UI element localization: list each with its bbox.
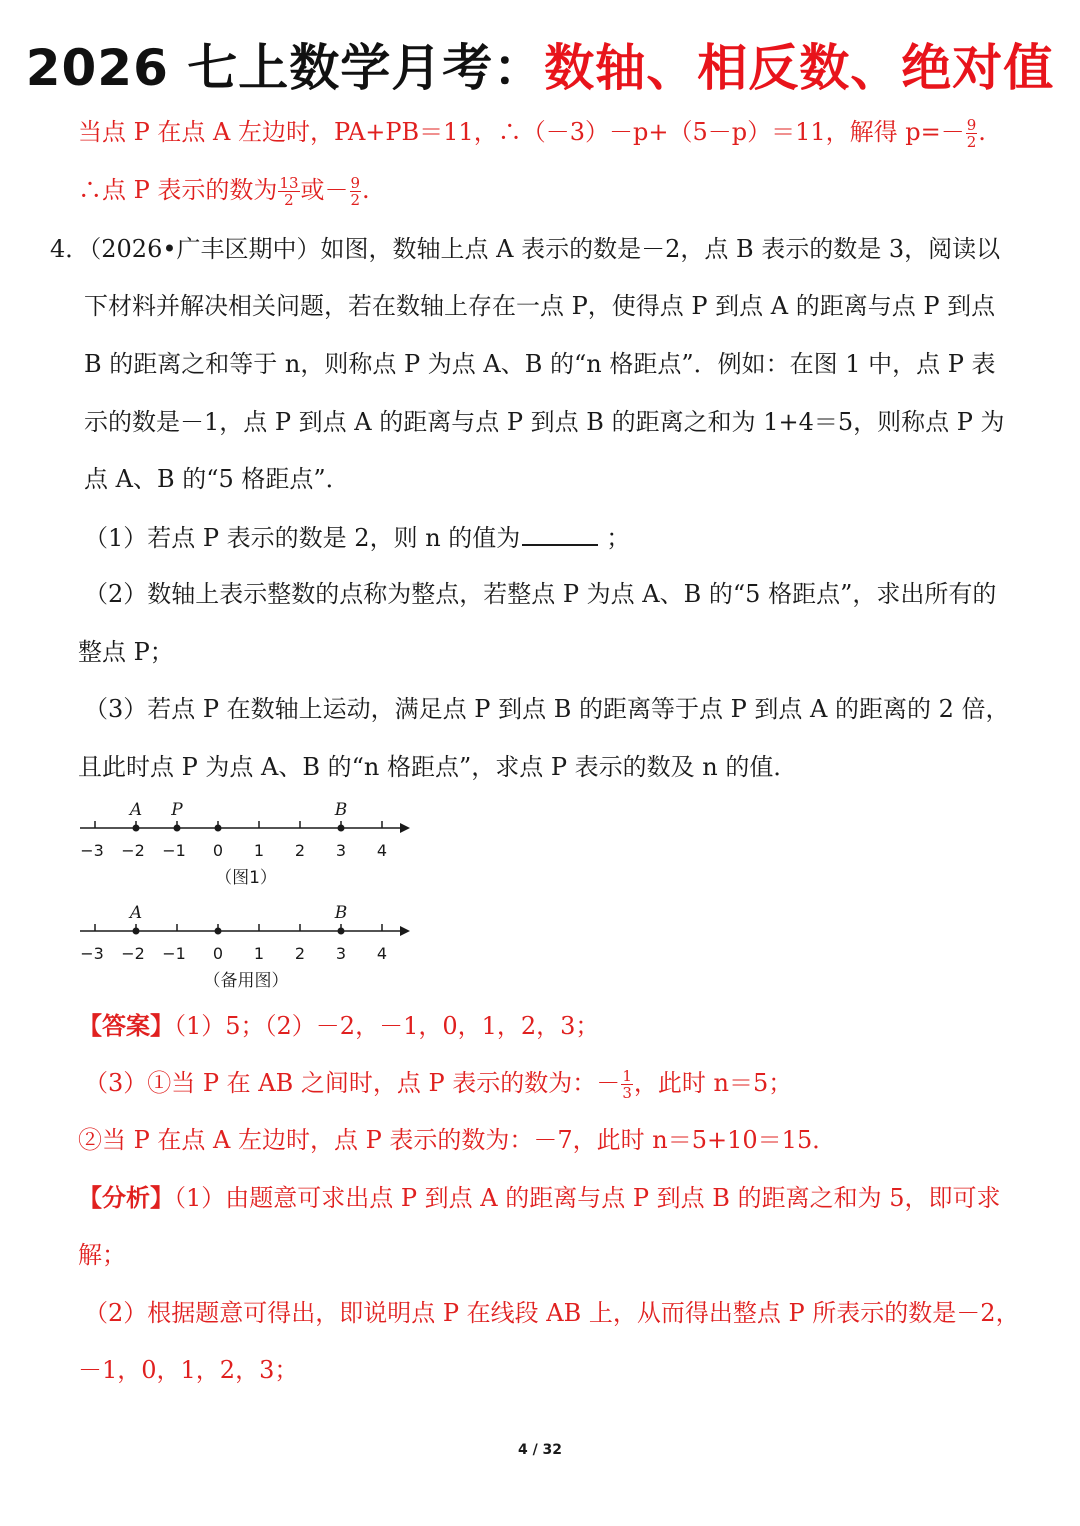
question-line-4: 示的数是－1，点 P 到点 A 的距离与点 P 到点 B 的距离之和为 1+4＝5，则称点 P 为 [84,408,1005,436]
tick-label: 4 [376,841,388,860]
question-part-2-line-2: 整点 P； [78,638,174,666]
number-line-figure-2 [70,898,420,998]
point-o-dot [215,928,222,935]
tick-label: 1 [253,944,265,963]
answer-line-3: ②当 P 在点 A 左边时，点 P 表示的数为：－7，此时 n＝5+10＝15． [78,1126,837,1154]
fraction: $\frac{1}{3}$ [622,1067,632,1102]
answer-tag: 【答案】 [78,1011,174,1040]
number-line-figure-1 [70,795,420,895]
title-red: 数轴、相反数、绝对值 [544,39,1055,97]
page-title [0,28,1080,100]
page-number: 4 / 32 [517,1442,563,1458]
point-b-dot [338,928,345,935]
tick-label: −3 [80,944,104,963]
arrow-right-icon [400,823,410,833]
figure-1-caption: （图1） [215,868,277,888]
question-line-3: B 的距离之和等于 n，则称点 P 为点 A、B 的“n 格距点”．例如：在图 1 中，点 P 表 [84,350,996,378]
question-line-1: 4．（2026•广丰区期中）如图，数轴上点 A 表示的数是－2，点 B 表示的数是 3，阅读以 [50,235,1001,263]
analysis-line-2: 解； [78,1241,126,1269]
analysis-line-1: 【分析】（1）由题意可求出点 P 到点 A 的距离与点 P 到点 B 的距离之和为 5，即可求 [78,1183,1001,1212]
prev-solution-text: 当点 P 在点 A 左边时，PA+PB＝11，∴（－3）－p+（5－p）＝11，解得 p=－ [78,118,965,146]
answer-line-1: 【答案】（1）5；（2）－2，－1，0，1，2，3； [78,1011,600,1040]
point-a-dot [133,928,140,935]
point-label-p: P [171,800,183,820]
tick-label: 3 [335,841,347,860]
prev-solution-line-2: ∴点 P 表示的数为 $\frac{13}{2}$ 或－ $\frac{9}{2}$ . [78,174,370,209]
point-o-dot [215,825,222,832]
tick-label: −1 [162,841,186,860]
fraction: $\frac{9}{2}$ [350,174,361,209]
analysis-line-4: －1，0，1，2，3； [78,1356,299,1384]
point-label-b: B [334,800,348,820]
point-label-b: B [334,903,348,923]
tick-label: −2 [121,841,145,860]
question-part-3-line-2: 且此时点 P 为点 A、B 的“n 格距点”，求点 P 表示的数及 n 的值． [78,753,798,781]
fraction: $\frac{13}{2}$ [279,174,299,209]
tick-label: −3 [80,841,104,860]
answer-line-2: （3）①当 P 在 AB 之间时，点 P 表示的数为：－ $\frac{1}{3}$ ，此时 n＝5； [84,1067,793,1102]
title-black: 2026 七上数学月考： [25,39,545,97]
tick-label: 4 [376,944,388,963]
tick-label: 0 [212,944,224,963]
answer-blank [522,522,598,546]
arrow-right-icon [400,926,410,936]
question-line-2: 下材料并解决相关问题，若在数轴上存在一点 P，使得点 P 到点 A 的距离与点 P 到点 [84,292,996,320]
analysis-tag: 【分析】 [78,1183,174,1212]
analysis-line-3: （2）根据题意可得出，即说明点 P 在线段 AB 上，从而得出整点 P 所表示的数是－2， [84,1299,1020,1327]
tick-label: 2 [294,841,306,860]
point-a-dot [133,825,140,832]
figure-2-caption: （备用图） [203,971,289,991]
tick-label: 3 [335,944,347,963]
question-part-3-line-1: （3）若点 P 在数轴上运动，满足点 P 到点 B 的距离等于点 P 到点 A 的距离的 2 倍， [84,695,1010,723]
tick-label: −1 [162,944,186,963]
question-part-2-line-1: （2）数轴上表示整数的点称为整点，若整点 P 为点 A、B 的“5 格距点”，求出所有的 [84,580,997,608]
point-label-a: A [129,800,143,820]
tick-label: −2 [121,944,145,963]
fraction: $\frac{9}{2}$ [966,116,977,151]
tick-label: 1 [253,841,265,860]
tick-label: 2 [294,944,306,963]
tick-label: 0 [212,841,224,860]
question-line-5: 点 A、B 的“5 格距点”． [84,465,350,493]
point-label-a: A [129,903,143,923]
question-part-1: （1）若点 P 表示的数是 2，则 n 的值为 ； [84,524,631,552]
point-b-dot [338,825,345,832]
prev-solution-line-1: 当点 P 在点 A 左边时，PA+PB＝11，∴（－3）－p+（5－p）＝11，解得 p=－ $\frac{9}{2}$ . [78,116,986,151]
point-p-dot [174,825,181,832]
